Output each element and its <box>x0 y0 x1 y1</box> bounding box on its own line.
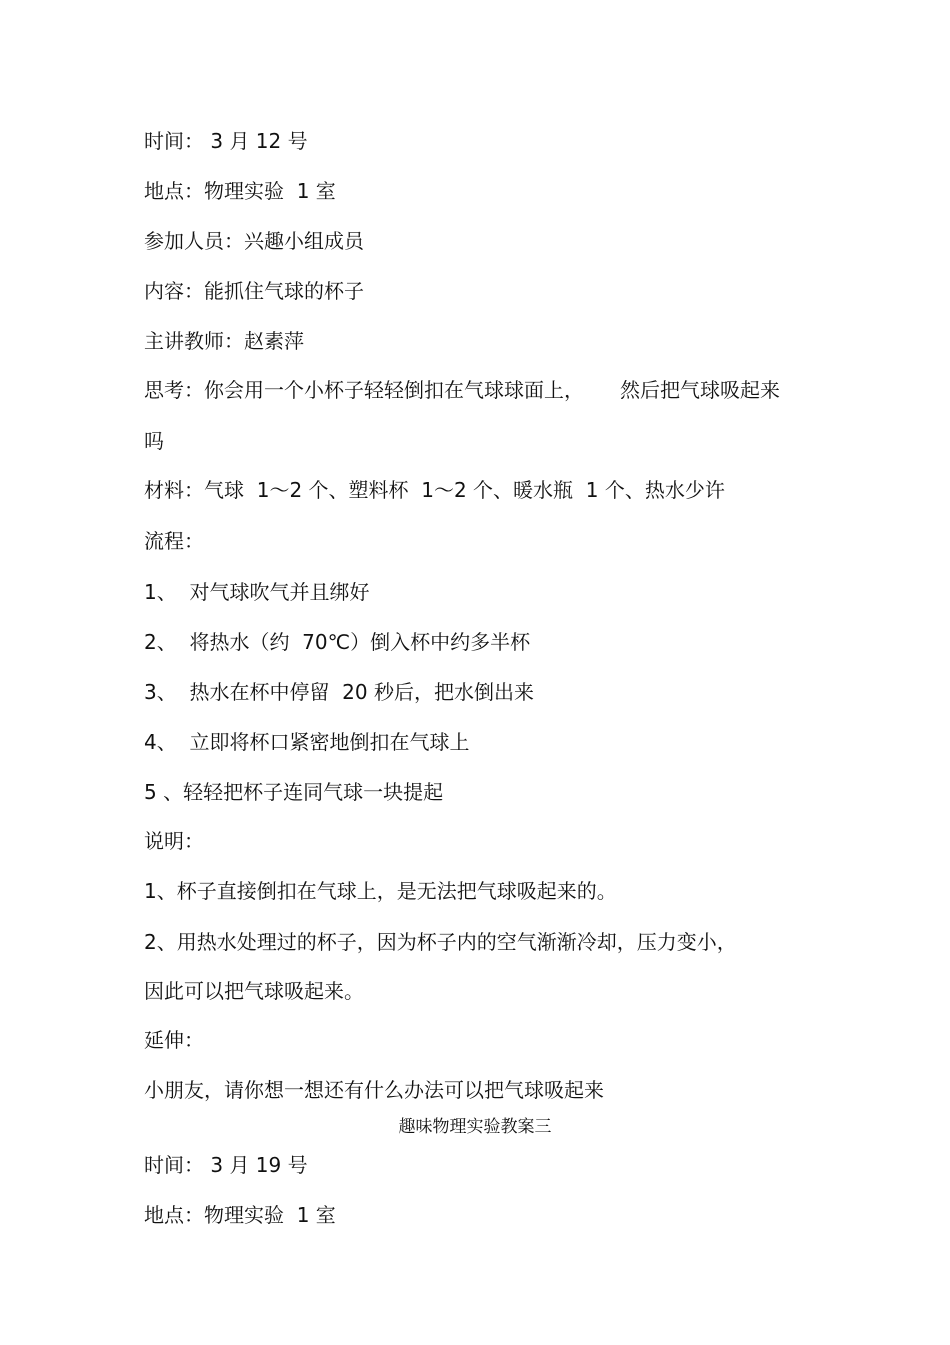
step-4: 4、 立即将杯口紧密地倒扣在气球上 <box>144 730 470 754</box>
lesson3-title: 趣味物理实验教案三 <box>398 1117 552 1137</box>
lesson3-time-line: 时间： 3 月 19 号 <box>144 1153 308 1177</box>
explain-1: 1、杯子直接倒扣在气球上，是无法把气球吸起来的。 <box>144 879 617 903</box>
content-line: 内容：能抓住气球的杯子 <box>144 279 364 303</box>
participants-line: 参加人员：兴趣小组成员 <box>144 229 364 253</box>
explain-2: 2、用热水处理过的杯子，因为杯子内的空气渐渐冷却，压力变小， <box>144 930 737 954</box>
explain-2-wrap: 因此可以把气球吸起来。 <box>144 979 364 1003</box>
think-line <box>144 377 780 403</box>
step-1: 1、 对气球吹气并且绑好 <box>144 580 370 604</box>
time-line: 时间： 3 月 12 号 <box>144 129 308 153</box>
step-3: 3、 热水在杯中停留 20 秒后，把水倒出来 <box>144 680 534 704</box>
step-2: 2、 将热水（约 70℃）倒入杯中约多半杯 <box>144 630 531 654</box>
lesson3-place-line: 地点：物理实验 1 室 <box>144 1203 336 1227</box>
extend-text: 小朋友，请你想一想还有什么办法可以把气球吸起来 <box>144 1078 604 1102</box>
process-label: 流程： <box>144 529 204 553</box>
teacher-line: 主讲教师：赵素萍 <box>144 329 304 353</box>
materials-line: 材料：气球 1～2 个、塑料杯 1～2 个、暖水瓶 1 个、热水少许 <box>144 478 725 502</box>
explain-label: 说明： <box>144 829 204 853</box>
think-text-part2: 然后把气球吸起来 <box>620 378 780 402</box>
think-text-part1: 思考：你会用一个小杯子轻轻倒扣在气球球面上， <box>144 378 584 402</box>
think-line-wrap: 吗 <box>144 429 164 453</box>
step-5: 5 、轻轻把杯子连同气球一块提起 <box>144 780 444 804</box>
place-line: 地点：物理实验 1 室 <box>144 179 336 203</box>
extend-label: 延伸： <box>144 1028 204 1052</box>
